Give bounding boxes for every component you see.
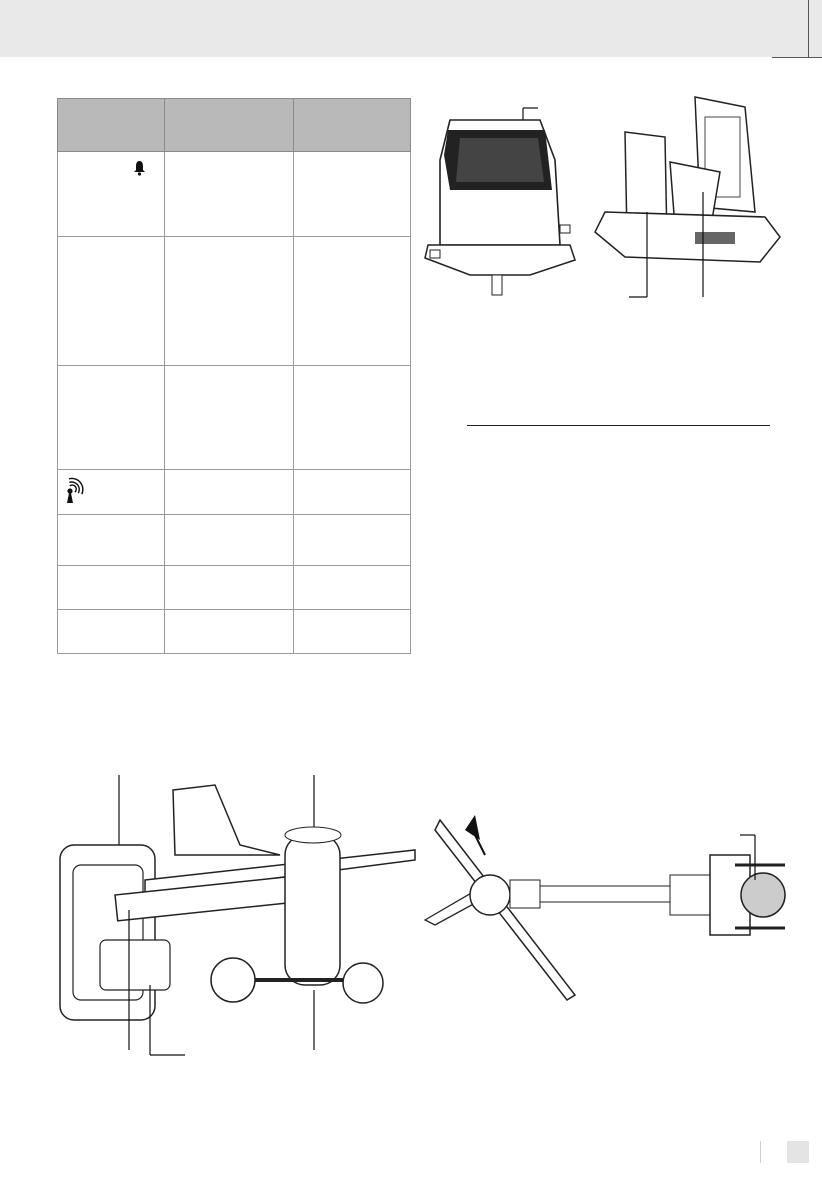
table-cell: [58, 152, 165, 237]
table-cell: [165, 610, 294, 654]
table-row: [58, 566, 411, 610]
table-header-cell: [165, 99, 294, 152]
table-row: [58, 152, 411, 237]
table-cell: [294, 366, 411, 470]
table-cell: [165, 152, 294, 237]
table-cell: [165, 515, 294, 566]
table-cell: [58, 566, 165, 610]
table-cell: [294, 470, 411, 515]
table-header-cell: [294, 99, 411, 152]
table-cell: [165, 366, 294, 470]
table-row: [58, 237, 411, 366]
table-cell: [165, 237, 294, 366]
table-row: [58, 470, 411, 515]
spec-table: [57, 98, 411, 654]
table-cell: [294, 237, 411, 366]
page-number-divider: [760, 1141, 761, 1163]
table-cell: [294, 566, 411, 610]
table-cell: [165, 566, 294, 610]
header-band: [0, 0, 822, 57]
table-row: [58, 515, 411, 566]
table-row: [58, 366, 411, 470]
crop-mark-right-vertical: [808, 0, 809, 57]
table-cell: [294, 515, 411, 566]
table-cell: [294, 152, 411, 237]
anemometer-wind-vane-side-illustration: [55, 770, 415, 1055]
section-rule: [467, 425, 770, 426]
table-cell: [58, 366, 165, 470]
rain-collector-exterior-illustration: [420, 100, 590, 300]
table-header-row: [58, 99, 411, 152]
radio-signal-icon: [62, 478, 84, 504]
page-number-box: [787, 1141, 809, 1163]
wind-vane-mount-top-illustration: [425, 810, 795, 1010]
table-cell: [294, 610, 411, 654]
table-row: [58, 610, 411, 654]
crop-mark-right-horizontal: [772, 57, 822, 58]
bell-icon: [133, 160, 146, 176]
table-cell: [58, 515, 165, 566]
table-cell: [165, 470, 294, 515]
table-cell: [58, 610, 165, 654]
table-header-cell: [58, 99, 165, 152]
rain-collector-interior-illustration: [585, 92, 790, 302]
table-cell: [58, 237, 165, 366]
table-cell: [58, 470, 165, 515]
